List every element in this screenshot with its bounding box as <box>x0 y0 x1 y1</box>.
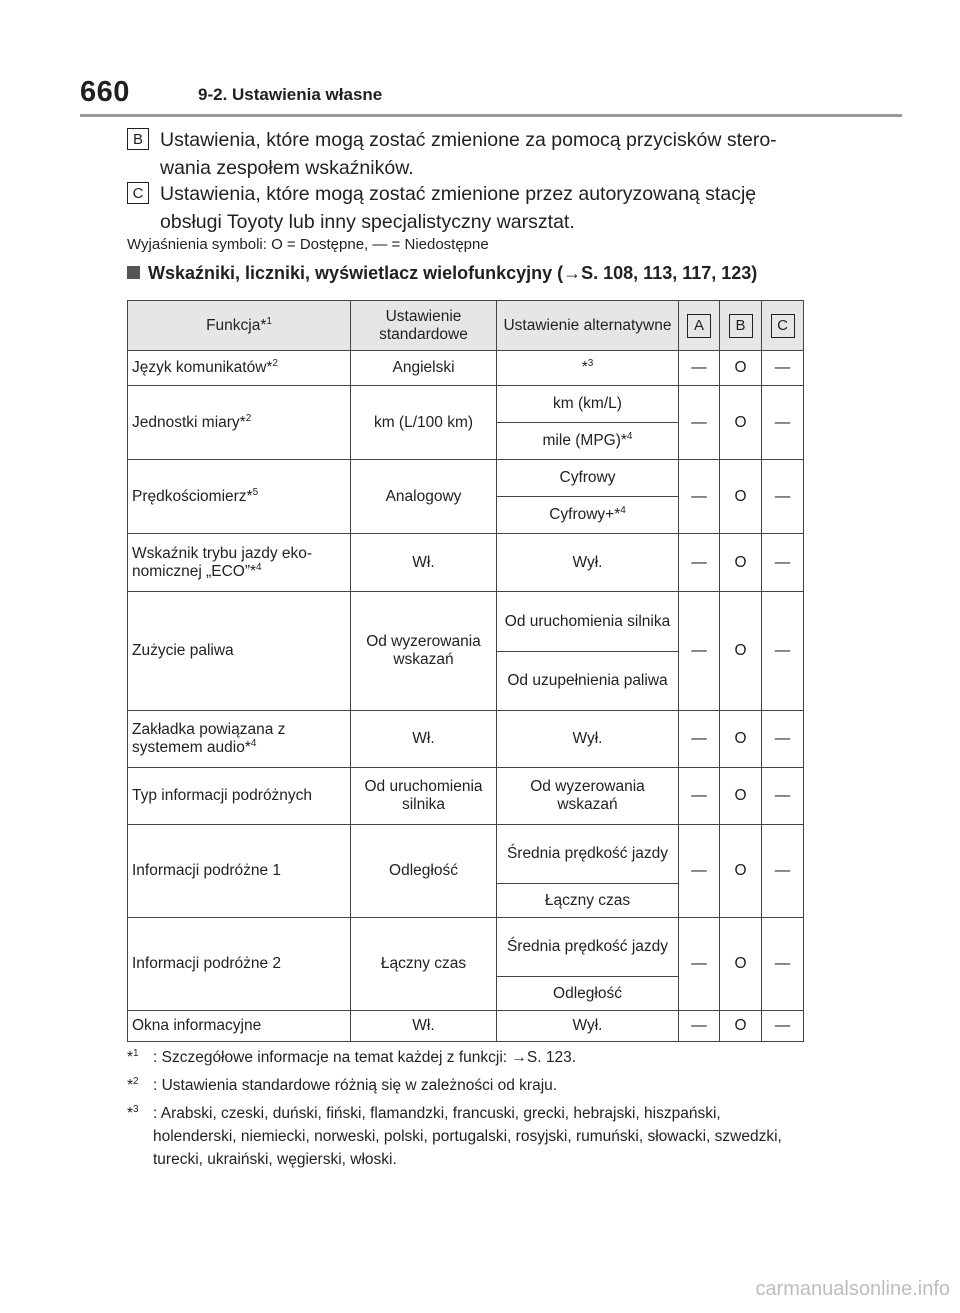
cell-c: — <box>762 711 804 768</box>
cell-function: Informacji podróżne 2 <box>128 918 351 1011</box>
table-row <box>128 386 804 423</box>
cell-alternative: Od uruchomienia silnika <box>497 592 679 652</box>
letter-b-box: B <box>127 128 149 150</box>
footnote-2: *$^2$ : Ustawienia standardowe różnią się w zależności od kraju. <box>127 1076 558 1094</box>
table-row <box>128 460 804 497</box>
table-row <box>128 534 804 592</box>
cell-default: Analogowy <box>351 460 497 534</box>
paragraph-c <box>127 180 807 236</box>
cell-function: Okna informacyjne <box>128 1011 351 1042</box>
watermark: carmanualsonline.info <box>755 1278 950 1300</box>
cell-b: O <box>720 918 762 1011</box>
table-row <box>128 825 804 884</box>
cell-b: O <box>720 386 762 460</box>
cell-c: — <box>762 460 804 534</box>
cell-function: Jednostki miary*$^2$ <box>128 386 351 460</box>
subheading-text: Wskaźniki, liczniki, wyświetlacz wielofunkcyjny (→S. 108, 113, 117, 123) <box>148 263 758 283</box>
cell-default: Wł. <box>351 534 497 592</box>
table-row <box>128 1011 804 1042</box>
cell-function: Informacji podróżne 1 <box>128 825 351 918</box>
header-b: B <box>720 301 762 351</box>
cell-c: — <box>762 351 804 386</box>
header-function: Funkcja*$^1$ <box>128 301 351 351</box>
footnotes <box>127 1046 807 1176</box>
cell-a: — <box>679 534 720 592</box>
cell-a: — <box>679 351 720 386</box>
header-default: Ustawienie standardowe <box>351 301 497 351</box>
cell-alternative: *$^3$ <box>497 351 679 386</box>
cell-function: Typ informacji podróżnych <box>128 768 351 825</box>
bullet-square-icon <box>127 266 140 279</box>
cell-a: — <box>679 460 720 534</box>
cell-b: O <box>720 711 762 768</box>
page-number: 660 <box>80 76 130 108</box>
subheading <box>127 263 757 284</box>
cell-a: — <box>679 386 720 460</box>
cell-b: O <box>720 351 762 386</box>
paragraph-b <box>127 126 807 182</box>
footnote-1: *$^1$ : Szczegółowe informacje na temat każdej z funkcji: →S. 123. <box>127 1048 577 1066</box>
paragraph-b-text: Ustawienia, które mogą zostać zmienione za pomocą przycisków stero- wania zespołem wskaźników. <box>160 129 777 179</box>
cell-alternative: Cyfrowy+*$^4$ <box>497 497 679 534</box>
cell-a: — <box>679 825 720 918</box>
cell-a: — <box>679 1011 720 1042</box>
cell-a: — <box>679 918 720 1011</box>
cell-alternative: Od uzupełnienia paliwa <box>497 652 679 711</box>
table-row <box>128 918 804 977</box>
cell-alternative: Średnia prędkość jazdy <box>497 918 679 977</box>
header-c: C <box>762 301 804 351</box>
cell-a: — <box>679 592 720 711</box>
header-a: A <box>679 301 720 351</box>
cell-b: O <box>720 825 762 918</box>
cell-b: O <box>720 1011 762 1042</box>
settings-table <box>127 300 804 1042</box>
cell-c: — <box>762 918 804 1011</box>
table-row <box>128 711 804 768</box>
cell-alternative: km (km/L) <box>497 386 679 423</box>
cell-alternative: Wył. <box>497 711 679 768</box>
cell-c: — <box>762 386 804 460</box>
cell-default: km (L/100 km) <box>351 386 497 460</box>
cell-c: — <box>762 592 804 711</box>
cell-alternative: Łączny czas <box>497 884 679 918</box>
table-header-row <box>128 301 804 351</box>
cell-b: O <box>720 534 762 592</box>
cell-alternative: Cyfrowy <box>497 460 679 497</box>
symbols-legend: Wyjaśnienia symboli: O = Dostępne, — = Niedostępne <box>127 236 489 253</box>
cell-default: Odległość <box>351 825 497 918</box>
cell-alternative: Odległość <box>497 977 679 1011</box>
cell-alternative: Wył. <box>497 1011 679 1042</box>
cell-function: Wskaźnik trybu jazdy eko- nomicznej „ECO”*$^4$ <box>128 534 351 592</box>
cell-alternative: Od wyzerowania wskazań <box>497 768 679 825</box>
cell-default: Łączny czas <box>351 918 497 1011</box>
letter-c-box: C <box>127 182 149 204</box>
cell-c: — <box>762 1011 804 1042</box>
cell-b: O <box>720 768 762 825</box>
cell-function: Prędkościomierz*$^5$ <box>128 460 351 534</box>
footnote-3: *$^3$ : Arabski, czeski, duński, fiński, flamandzki, francuski, grecki, hebrajski, hiszpański, holenderski, niemiecki, norweski, polski, portugalski, rosyjski, rumuński, słowacki, szwedzki, turecki, ukraiński, węgierski, włoski. <box>127 1104 782 1168</box>
cell-function: Język komunikatów*$^2$ <box>128 351 351 386</box>
cell-function: Zużycie paliwa <box>128 592 351 711</box>
cell-c: — <box>762 768 804 825</box>
cell-c: — <box>762 825 804 918</box>
cell-a: — <box>679 768 720 825</box>
cell-default: Od uruchomienia silnika <box>351 768 497 825</box>
cell-c: — <box>762 534 804 592</box>
cell-default: Wł. <box>351 1011 497 1042</box>
cell-alternative: mile (MPG)*$^4$ <box>497 423 679 460</box>
table-row <box>128 592 804 652</box>
cell-alternative: Wył. <box>497 534 679 592</box>
section-title: 9-2. Ustawienia własne <box>198 85 383 104</box>
cell-default: Angielski <box>351 351 497 386</box>
cell-a: — <box>679 711 720 768</box>
table-row <box>128 768 804 825</box>
paragraph-c-text: Ustawienia, które mogą zostać zmienione przez autoryzowaną stację obsługi Toyoty lub inny specjalistyczny warsztat. <box>160 183 757 233</box>
cell-b: O <box>720 460 762 534</box>
table-row <box>128 351 804 386</box>
header-alternative: Ustawienie alternatywne <box>497 301 679 351</box>
cell-default: Od wyzerowania wskazań <box>351 592 497 711</box>
cell-default: Wł. <box>351 711 497 768</box>
cell-alternative: Średnia prędkość jazdy <box>497 825 679 884</box>
cell-function: Zakładka powiązana z systemem audio*$^4$ <box>128 711 351 768</box>
cell-b: O <box>720 592 762 711</box>
page-header <box>80 78 902 117</box>
